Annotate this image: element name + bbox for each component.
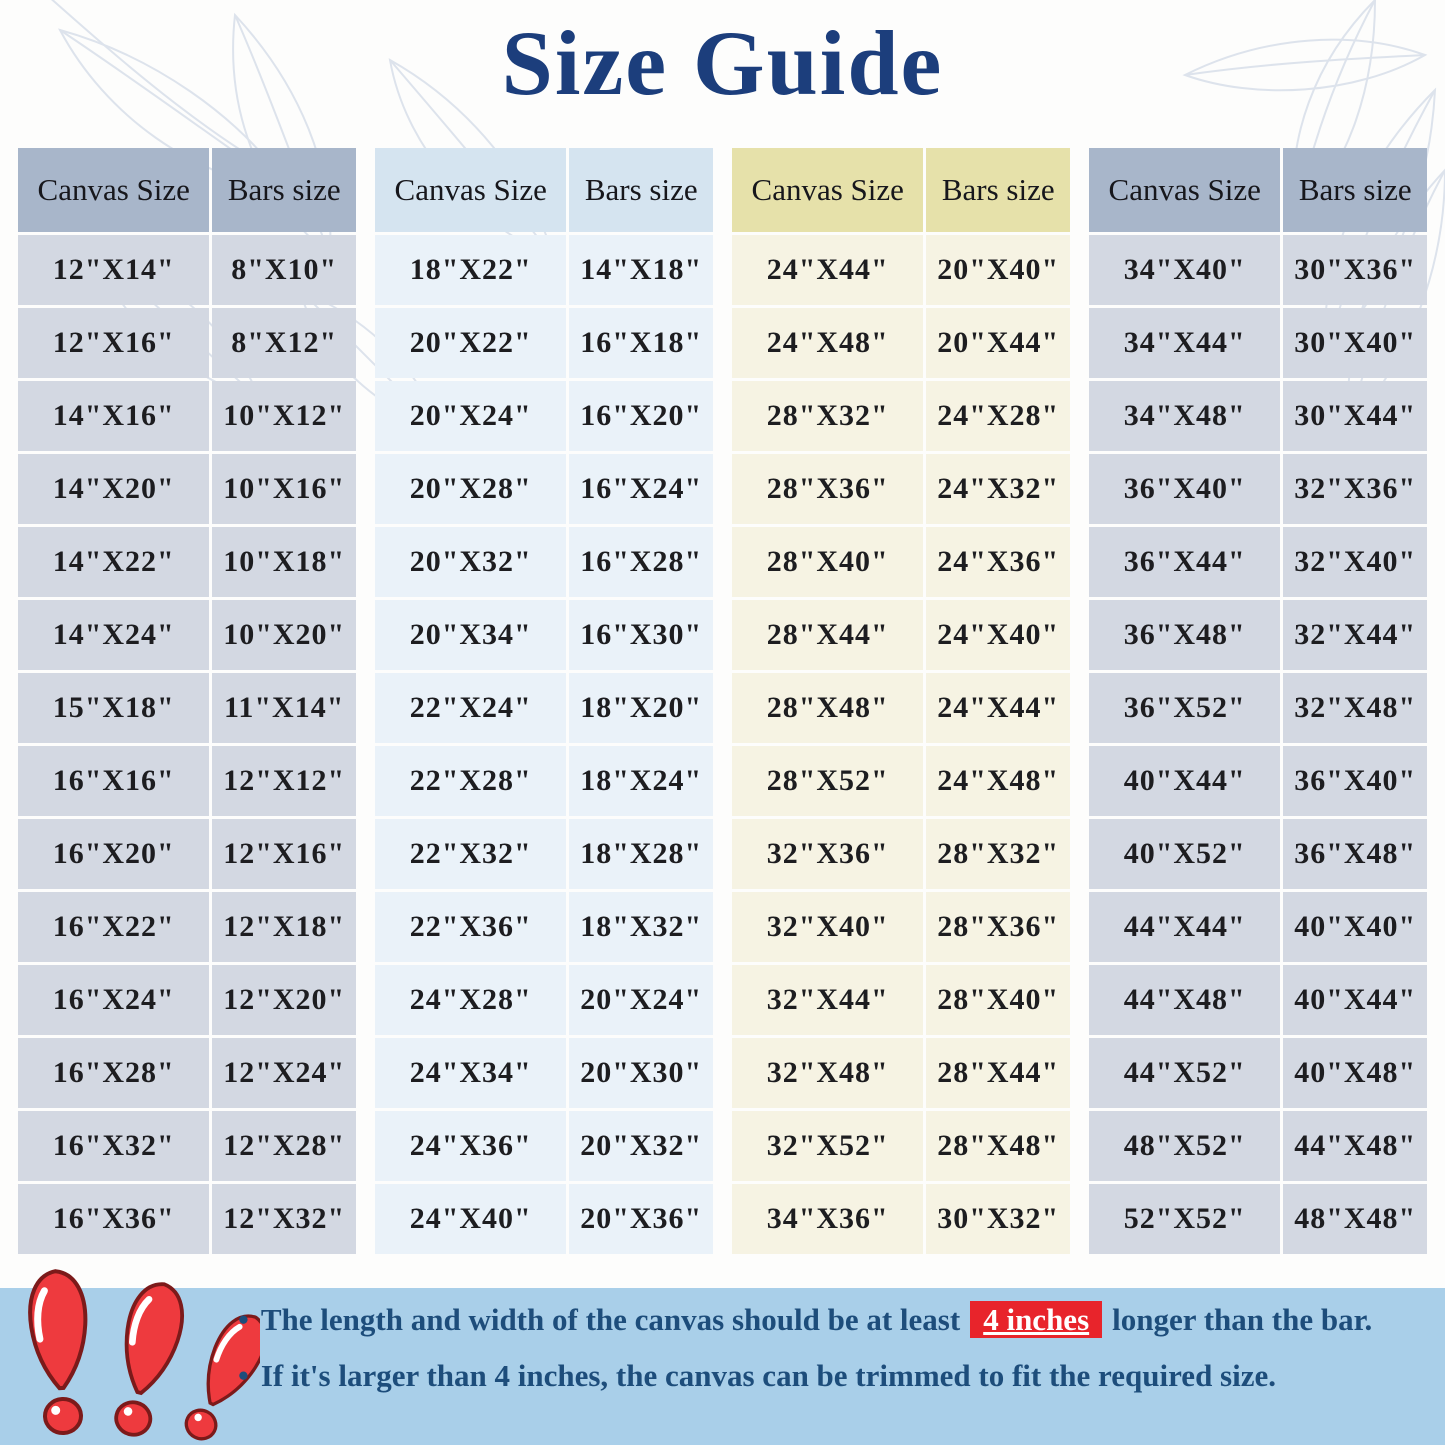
bars-size-cell: 12"X12": [212, 746, 356, 816]
canvas-size-header: Canvas Size: [375, 148, 566, 232]
bars-size-cell: 16"X18": [569, 308, 713, 378]
canvas-size-cell: 44"X48": [1089, 965, 1280, 1035]
canvas-size-cell: 12"X16": [18, 308, 209, 378]
canvas-size-cell: 22"X24": [375, 673, 566, 743]
canvas-size-header: Canvas Size: [732, 148, 923, 232]
bars-size-cell: 12"X18": [212, 892, 356, 962]
bars-size-cell: 40"X44": [1283, 965, 1427, 1035]
bars-size-cell: 40"X40": [1283, 892, 1427, 962]
bars-size-cell: 12"X32": [212, 1184, 356, 1254]
bars-size-cell: 32"X44": [1283, 600, 1427, 670]
canvas-size-cell: 20"X28": [375, 454, 566, 524]
canvas-size-cell: 36"X48": [1089, 600, 1280, 670]
canvas-size-cell: 16"X22": [18, 892, 209, 962]
canvas-size-cell: 20"X32": [375, 527, 566, 597]
bars-size-header: Bars size: [212, 148, 356, 232]
bars-size-cell: 24"X48": [926, 746, 1070, 816]
canvas-size-cell: 18"X22": [375, 235, 566, 305]
canvas-size-cell: 24"X44": [732, 235, 923, 305]
note-canvas-length: [238, 1300, 1433, 1340]
bars-size-cell: 32"X40": [1283, 527, 1427, 597]
bars-size-cell: 30"X44": [1283, 381, 1427, 451]
canvas-size-cell: 48"X52": [1089, 1111, 1280, 1181]
size-table-1: [18, 148, 356, 1254]
bars-size-cell: 16"X30": [569, 600, 713, 670]
canvas-size-cell: 36"X44": [1089, 527, 1280, 597]
bullet-icon: •: [238, 1357, 249, 1393]
bars-size-cell: 28"X32": [926, 819, 1070, 889]
bars-size-cell: 48"X48": [1283, 1184, 1427, 1254]
canvas-size-cell: 36"X52": [1089, 673, 1280, 743]
bars-size-cell: 18"X32": [569, 892, 713, 962]
canvas-size-cell: 16"X28": [18, 1038, 209, 1108]
canvas-size-cell: 28"X48": [732, 673, 923, 743]
bars-size-cell: 18"X24": [569, 746, 713, 816]
canvas-size-cell: 44"X52": [1089, 1038, 1280, 1108]
canvas-size-cell: 14"X22": [18, 527, 209, 597]
canvas-size-cell: 22"X32": [375, 819, 566, 889]
canvas-size-cell: 24"X48": [732, 308, 923, 378]
canvas-size-cell: 44"X44": [1089, 892, 1280, 962]
canvas-size-header: Canvas Size: [1089, 148, 1280, 232]
bars-size-cell: 44"X48": [1283, 1111, 1427, 1181]
bars-size-cell: 12"X24": [212, 1038, 356, 1108]
bars-size-cell: 28"X44": [926, 1038, 1070, 1108]
bars-size-cell: 20"X24": [569, 965, 713, 1035]
canvas-size-cell: 22"X36": [375, 892, 566, 962]
bars-size-cell: 20"X36": [569, 1184, 713, 1254]
canvas-size-cell: 20"X34": [375, 600, 566, 670]
bars-size-header: Bars size: [1283, 148, 1427, 232]
canvas-size-cell: 24"X28": [375, 965, 566, 1035]
canvas-size-cell: 24"X40": [375, 1184, 566, 1254]
bars-size-cell: 20"X30": [569, 1038, 713, 1108]
bars-size-cell: 24"X28": [926, 381, 1070, 451]
exclamation-marks-icon: [20, 1260, 260, 1450]
canvas-size-cell: 32"X40": [732, 892, 923, 962]
bars-size-cell: 30"X32": [926, 1184, 1070, 1254]
canvas-size-cell: 28"X32": [732, 381, 923, 451]
canvas-size-cell: 20"X22": [375, 308, 566, 378]
canvas-size-cell: 28"X36": [732, 454, 923, 524]
bars-size-cell: 36"X40": [1283, 746, 1427, 816]
bars-size-cell: 28"X48": [926, 1111, 1070, 1181]
size-table-2: [375, 148, 713, 1254]
bars-size-cell: 30"X36": [1283, 235, 1427, 305]
canvas-size-cell: 16"X36": [18, 1184, 209, 1254]
canvas-size-cell: 34"X36": [732, 1184, 923, 1254]
canvas-size-cell: 40"X52": [1089, 819, 1280, 889]
bars-size-cell: 12"X16": [212, 819, 356, 889]
bars-size-header: Bars size: [569, 148, 713, 232]
bars-size-cell: 20"X40": [926, 235, 1070, 305]
canvas-size-cell: 28"X44": [732, 600, 923, 670]
note-trim: [238, 1356, 1433, 1396]
bullet-icon: •: [238, 1302, 249, 1337]
footer-note-strip: [0, 1288, 1445, 1445]
bars-size-cell: 24"X40": [926, 600, 1070, 670]
note-text: If it's larger than 4 inches, the canvas can be trimmed to fit the required size.: [260, 1357, 1277, 1393]
size-tables-container: [18, 148, 1427, 1254]
bars-size-cell: 16"X24": [569, 454, 713, 524]
bars-size-cell: 18"X20": [569, 673, 713, 743]
bars-size-cell: 20"X44": [926, 308, 1070, 378]
canvas-size-cell: 24"X34": [375, 1038, 566, 1108]
bars-size-cell: 12"X28": [212, 1111, 356, 1181]
bars-size-cell: 28"X40": [926, 965, 1070, 1035]
bars-size-header: Bars size: [926, 148, 1070, 232]
bars-size-cell: 16"X20": [569, 381, 713, 451]
canvas-size-cell: 22"X28": [375, 746, 566, 816]
bars-size-cell: 10"X16": [212, 454, 356, 524]
four-inches-highlight: 4 inches: [970, 1301, 1102, 1338]
bars-size-cell: 18"X28": [569, 819, 713, 889]
canvas-size-cell: 14"X20": [18, 454, 209, 524]
bars-size-cell: 24"X36": [926, 527, 1070, 597]
bars-size-cell: 32"X48": [1283, 673, 1427, 743]
bars-size-cell: 24"X44": [926, 673, 1070, 743]
canvas-size-cell: 24"X36": [375, 1111, 566, 1181]
canvas-size-cell: 32"X44": [732, 965, 923, 1035]
bars-size-cell: 40"X48": [1283, 1038, 1427, 1108]
canvas-size-cell: 14"X24": [18, 600, 209, 670]
canvas-size-cell: 15"X18": [18, 673, 209, 743]
canvas-size-cell: 20"X24": [375, 381, 566, 451]
notes: [238, 1300, 1433, 1411]
canvas-size-cell: 32"X36": [732, 819, 923, 889]
canvas-size-cell: 32"X52": [732, 1111, 923, 1181]
canvas-size-cell: 34"X40": [1089, 235, 1280, 305]
canvas-size-cell: 16"X16": [18, 746, 209, 816]
bars-size-cell: 32"X36": [1283, 454, 1427, 524]
bars-size-cell: 24"X32": [926, 454, 1070, 524]
bars-size-cell: 10"X18": [212, 527, 356, 597]
size-table-4: [1089, 148, 1427, 1254]
bars-size-cell: 36"X48": [1283, 819, 1427, 889]
bars-size-cell: 28"X36": [926, 892, 1070, 962]
note-text: [261, 1300, 1372, 1340]
canvas-size-header: Canvas Size: [18, 148, 209, 232]
bars-size-cell: 8"X10": [212, 235, 356, 305]
note-pre-text: The length and width of the canvas should be at least: [260, 1302, 961, 1337]
bars-size-cell: 20"X32": [569, 1111, 713, 1181]
canvas-size-cell: 28"X52": [732, 746, 923, 816]
note-post-text: longer than the bar.: [1112, 1302, 1373, 1337]
size-table-3: [732, 148, 1070, 1254]
bars-size-cell: 30"X40": [1283, 308, 1427, 378]
bars-size-cell: 8"X12": [212, 308, 356, 378]
canvas-size-cell: 16"X32": [18, 1111, 209, 1181]
canvas-size-cell: 16"X20": [18, 819, 209, 889]
canvas-size-cell: 28"X40": [732, 527, 923, 597]
bars-size-cell: 14"X18": [569, 235, 713, 305]
canvas-size-cell: 16"X24": [18, 965, 209, 1035]
bars-size-cell: 11"X14": [212, 673, 356, 743]
canvas-size-cell: 34"X44": [1089, 308, 1280, 378]
canvas-size-cell: 32"X48": [732, 1038, 923, 1108]
canvas-size-cell: 36"X40": [1089, 454, 1280, 524]
bars-size-cell: 10"X20": [212, 600, 356, 670]
bars-size-cell: 10"X12": [212, 381, 356, 451]
canvas-size-cell: 12"X14": [18, 235, 209, 305]
canvas-size-cell: 34"X48": [1089, 381, 1280, 451]
page-title: Size Guide: [501, 12, 944, 114]
bars-size-cell: 16"X28": [569, 527, 713, 597]
bars-size-cell: 12"X20": [212, 965, 356, 1035]
canvas-size-cell: 40"X44": [1089, 746, 1280, 816]
canvas-size-cell: 52"X52": [1089, 1184, 1280, 1254]
canvas-size-cell: 14"X16": [18, 381, 209, 451]
